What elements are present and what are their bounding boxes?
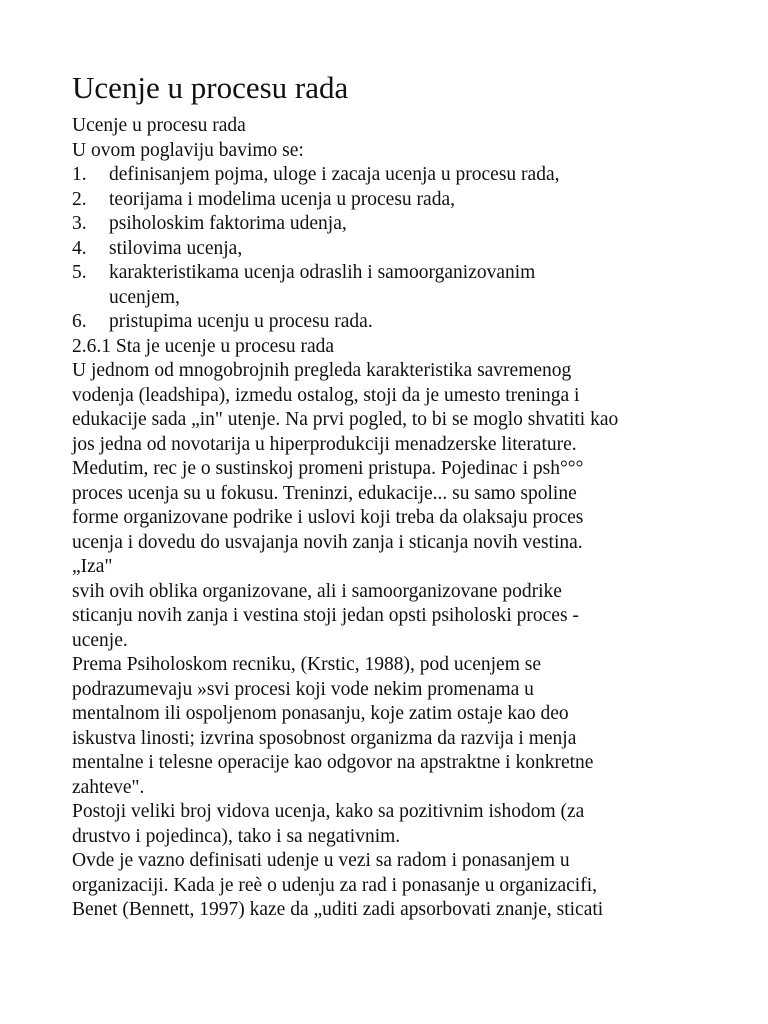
- paragraph-line: Benet (Bennett, 1997) kaze da „uditi zadi apsorbovati znanje, sticati: [72, 899, 604, 920]
- paragraph-line: ucenja i dovedu do usvajanja novih zanja i sticanja novih vestina.: [72, 531, 583, 553]
- list-intro: U ovom poglaviju bavimo se:: [72, 139, 304, 161]
- list-item: [72, 212, 702, 237]
- paragraph-1: [72, 359, 702, 580]
- list-item-number: 5.: [72, 262, 87, 283]
- document-page: [72, 68, 702, 923]
- paragraph-line: organizaciji. Kada je reè o udenju za rad i ponasanje u organizacifi,: [72, 874, 598, 896]
- paragraph-line: mentalne i telesne operacije kao odgovor na apstraktne i konkretne: [72, 752, 594, 773]
- paragraph-4: [72, 800, 702, 849]
- list-item-text: psiholoskim faktorima udenja,: [109, 213, 347, 234]
- document-title: Ucenje u procesu rada: [72, 70, 349, 105]
- list-item-number: 6.: [72, 311, 87, 332]
- list-item-number: 4.: [72, 237, 87, 259]
- document-body: [72, 114, 702, 923]
- list-item-text: stilovima ucenja,: [109, 237, 243, 259]
- paragraph-3: [72, 653, 702, 800]
- paragraph-line: edukacije sada „in" utenje. Na prvi pogled, to bi se moglo shvatiti kao: [72, 409, 619, 430]
- section-heading: 2.6.1 Sta je ucenje u procesu rada: [72, 335, 335, 357]
- paragraph-line: proces ucenja su u fokusu. Treninzi, edukacije... su samo spoline: [72, 482, 577, 504]
- list-item-text: karakteristikama ucenja odraslih i samoorganizovanim: [109, 262, 536, 283]
- paragraph-line: mentalnom ili ospoljenom ponasanju, koje zatim ostaje kao deo: [72, 703, 569, 724]
- paragraph-line: jos jedna od novotarija u hiperprodukciji menadzerske literature.: [72, 433, 577, 455]
- list-item-text-continued: ucenjem,: [109, 286, 180, 308]
- list-item-number: 1.: [72, 164, 87, 185]
- list-item: [72, 163, 702, 188]
- list-item-number: 2.: [72, 188, 87, 210]
- paragraph-line: zahteve".: [72, 776, 145, 798]
- list-item: [72, 310, 702, 335]
- document-subtitle: Ucenje u procesu rada: [72, 115, 246, 136]
- paragraph-line: Prema Psiholoskom recniku, (Krstic, 1988), pod ucenjem se: [72, 654, 541, 675]
- paragraph-line: Ovde je vazno definisati udenje u vezi sa radom i ponasanjem u: [72, 850, 570, 871]
- topic-list: [72, 163, 702, 335]
- paragraph-line: U jednom od mnogobrojnih pregleda karakteristika savremenog: [72, 360, 572, 381]
- paragraph-line: „Iza": [72, 556, 113, 577]
- paragraph-line: vodenja (leadshipa), izmedu ostalog, stoji da je umesto treninga i: [72, 384, 580, 406]
- list-item: [72, 261, 702, 310]
- paragraph-2: [72, 580, 702, 654]
- list-item-text: pristupima ucenju u procesu rada.: [109, 311, 373, 332]
- paragraph-line: forme organizovane podrike i uslovi koji treba da olaksaju proces: [72, 507, 584, 528]
- paragraph-line: svih ovih oblika organizovane, ali i samoorganizovane podrike: [72, 580, 562, 602]
- list-item-number: 3.: [72, 213, 87, 234]
- list-item: [72, 188, 702, 213]
- paragraph-line: sticanju novih zanja i vestina stoji jedan opsti psiholoski proces -: [72, 605, 579, 626]
- paragraph-line: Medutim, rec je o sustinskoj promeni pristupa. Pojedinac i psh°°°: [72, 458, 584, 479]
- paragraph-line: ucenje.: [72, 629, 128, 651]
- list-item: [72, 237, 702, 262]
- list-item-text: teorijama i modelima ucenja u procesu rada,: [109, 188, 455, 210]
- paragraph-line: podrazumevaju »svi procesi koji vode nekim promenama u: [72, 678, 534, 700]
- paragraph-line: iskustva linosti; izvrina sposobnost organizma da razvija i menja: [72, 727, 577, 749]
- paragraph-line: drustvo i pojedinca), tako i sa negativnim.: [72, 825, 401, 847]
- list-item-text: definisanjem pojma, uloge i zacaja ucenja u procesu rada,: [109, 164, 560, 185]
- paragraph-line: Postoji veliki broj vidova ucenja, kako sa pozitivnim ishodom (za: [72, 801, 585, 822]
- paragraph-5: [72, 849, 702, 923]
